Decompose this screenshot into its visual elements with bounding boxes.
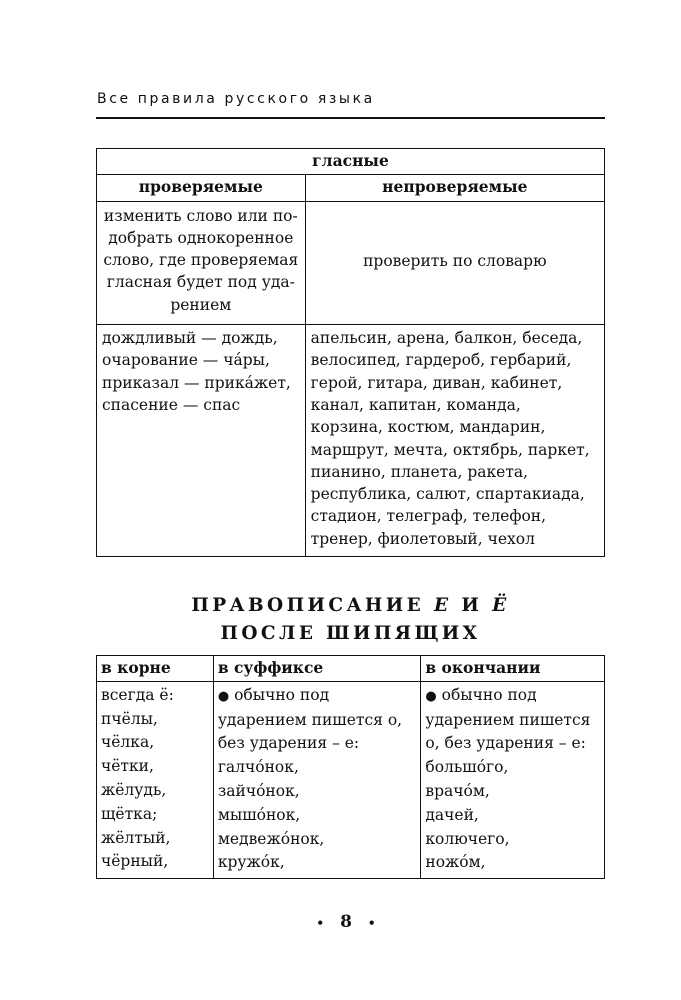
example-line: приказал — прика́жет, (102, 373, 291, 392)
example-line: апельсин, арена, балкон, беседа, (310, 329, 583, 348)
suffix-line: галчо́нок, (217, 758, 299, 777)
title-part: И (451, 595, 493, 616)
example-line: канал, капитан, команда, (310, 395, 521, 414)
root-line: щётка; (101, 804, 158, 823)
examples-uncheckable (305, 325, 604, 557)
section-title-line1 (96, 592, 605, 620)
root-line: жёлудь, (101, 780, 167, 799)
bullet-icon: ● (217, 688, 230, 704)
example-line: пианино, планета, ракета, (310, 462, 529, 481)
header-rule (96, 117, 605, 119)
example-line: велосипед, гардероб, гербарий, (310, 351, 572, 370)
ending-line: врачо́м, (425, 781, 490, 800)
root-cell (97, 681, 214, 878)
suffix-line (218, 684, 417, 709)
example-line: тренер, фиолетовый, чехол (310, 529, 535, 548)
letter-yo: Ё (492, 595, 510, 616)
ending-cell (421, 681, 605, 878)
ending-line: о, без ударения – е: (425, 734, 586, 753)
col-header-root: в корне (97, 656, 214, 682)
root-line: жёлтый, (101, 828, 171, 847)
ending-line: дачей, (425, 805, 479, 824)
col-header-uncheckable: непроверяемые (305, 175, 604, 201)
example-line: корзина, костюм, мандарин, (310, 418, 546, 437)
section-title (96, 592, 605, 648)
root-line: чётки, (101, 757, 154, 776)
suffix-line: медвежо́нок, (217, 829, 325, 848)
example-line: спасение — спас (102, 395, 241, 414)
letter-e: Е (434, 595, 452, 616)
vowels-table (96, 148, 605, 557)
col-header-suffix: в суффиксе (213, 656, 421, 682)
title-part: ПРАВОПИСАНИЕ (191, 595, 435, 616)
examples-checkable (97, 325, 306, 557)
suffix-line: мышо́нок, (217, 805, 301, 824)
running-title: Все правила русского языка (97, 91, 375, 107)
example-line: очарование — ча́ры, (102, 351, 270, 370)
ending-line (425, 684, 600, 709)
example-line: дождливый — дождь, (102, 329, 278, 348)
ending-line: большо́го, (425, 758, 509, 777)
root-line: пчёлы, (101, 709, 158, 728)
suffix-line: кружо́к, (217, 853, 285, 872)
suffix-line: зайчо́нок, (217, 781, 300, 800)
vowels-table-title: гласные (97, 149, 605, 175)
col-header-checkable: проверяемые (97, 175, 306, 201)
e-yo-table (96, 655, 605, 879)
page-number-value: 8 (340, 912, 352, 932)
bullet-icon: ● (425, 688, 437, 704)
page-number (296, 912, 396, 932)
example-line: республика, салют, спартакиада, (310, 485, 585, 504)
ending-line: ножо́м, (425, 853, 486, 872)
section-title-line2: ПОСЛЕ ШИПЯЩИХ (220, 623, 481, 644)
ending-line-text: обычно под (441, 685, 537, 704)
dot-icon: • (367, 915, 376, 930)
suffix-line-text: обычно под (234, 685, 330, 704)
example-line: маршрут, мечта, октябрь, паркет, (310, 440, 590, 459)
example-line: стадион, телеграф, телефон, (310, 507, 547, 526)
ending-line: колючего, (425, 829, 510, 848)
rule-uncheckable: проверить по словарю (305, 201, 604, 324)
col-header-ending: в окончании (421, 656, 605, 682)
suffix-line: без ударения – е: (217, 734, 360, 753)
root-line: чёрный, (101, 852, 169, 871)
root-line: всегда ё: (101, 685, 174, 704)
suffix-line: ударением пишется о, (217, 710, 403, 729)
ending-line: ударением пишется (425, 710, 591, 729)
example-line: герой, гитара, диван, кабинет, (310, 373, 563, 392)
dot-icon: • (316, 915, 325, 930)
root-line: чёлка, (101, 733, 155, 752)
rule-checkable: изменить слово или по- добрать однокоренное слово, где проверяемая гласная будет под уда- рением (97, 201, 306, 324)
suffix-cell (213, 681, 421, 878)
